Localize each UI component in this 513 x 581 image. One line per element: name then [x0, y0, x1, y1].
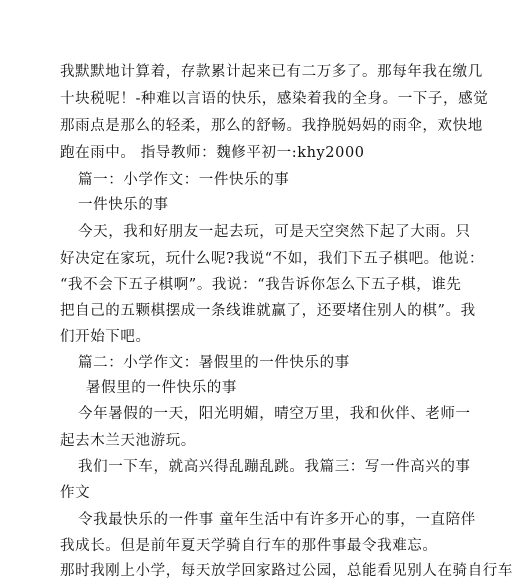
text-line-1: 我默默地计算着，存款累计起来已有二万多了。那每年我在缴几	[60, 64, 483, 80]
text-line-3: 那雨点是那么的轻柔，那么的舒畅。我挣脱妈妈的雨伞，欢快地	[60, 118, 483, 134]
text-line-16: 我们一下车，就高兴得乱蹦乱跳。我篇三：写一件高兴的事	[78, 459, 471, 475]
text-line-8: 好决定在家玩，玩什么呢?我说“不如，我们下五子棋吧。他说：	[60, 251, 485, 267]
text-line-4: 跑在雨中。 指导教师：魏修平初一:khy2000	[60, 145, 365, 161]
text-line-18: 令我最快乐的一件事 童年生活中有许多开心的事，一直陪伴	[78, 512, 476, 528]
text-line-19: 我成长。但是前年夏天学骑自行车的那件事最令我难忘。	[60, 538, 438, 554]
text-line-2: 十块税呢！-种难以言语的快乐，感染着我的全身。一下子，感觉	[60, 91, 489, 107]
partial-text: 那时我刚上小学，每天放学回家路过公园，总能看见别人在骑自行车	[60, 563, 513, 579]
essay-title-1: 一件快乐的事	[78, 197, 169, 213]
text-line-7: 今天，我和好朋友一起去玩，可是天空突然下起了大雨。只	[78, 224, 471, 240]
section-heading-2: 篇二：小学作文：暑假里的一件快乐的事	[78, 355, 350, 371]
partial-text-line	[60, 557, 513, 579]
text-line-14: 今年暑假的一天，阳光明媚，晴空万里，我和伙伴、老师一	[78, 406, 471, 422]
text-line-10: 把自己的五颗棋摆成一条线谁就赢了，还要堵住别人的棋”。我	[60, 303, 476, 319]
text-line-11: 们开始下吧。	[60, 329, 151, 345]
text-line-15: 起去木兰天池游玩。	[60, 433, 196, 449]
section-heading-1: 篇一：小学作文：一件快乐的事	[78, 172, 290, 188]
essay-title-2: 暑假里的一件快乐的事	[86, 380, 237, 396]
text-line-9: “我不会下五子棋啊”。我说：“我告诉你怎么下五子棋，谁先	[60, 277, 462, 293]
text-line-17: 作文	[60, 485, 91, 501]
